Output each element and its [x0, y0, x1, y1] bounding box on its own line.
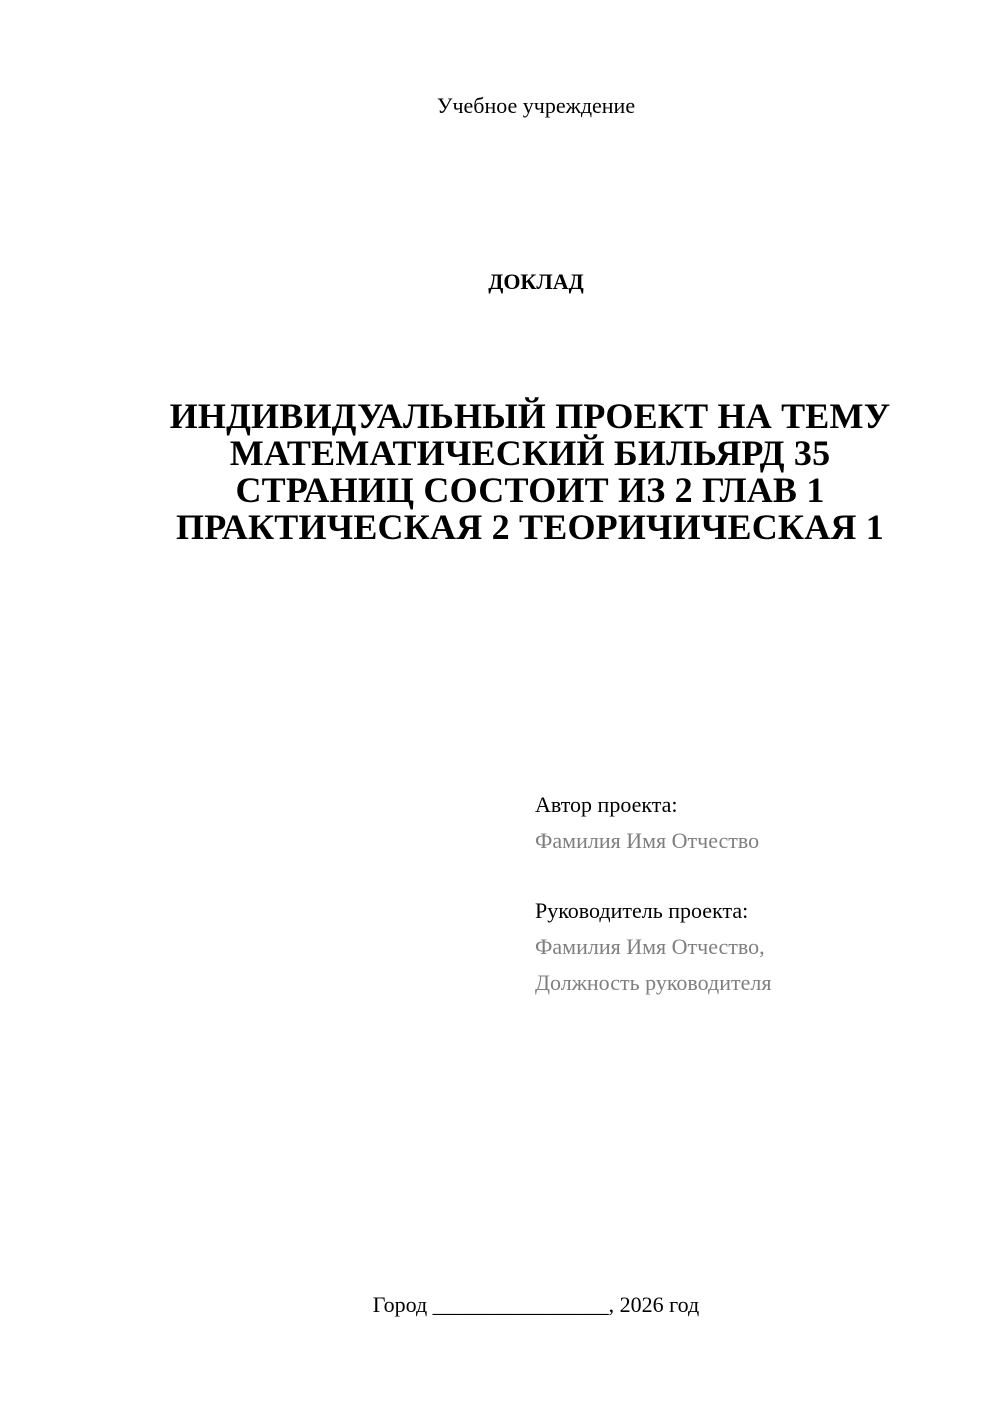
document-type: ДОКЛАД — [488, 269, 584, 294]
author-name: Фамилия Имя Отчество — [535, 828, 760, 853]
title-line-1: ИНДИВИДУАЛЬНЫЙ ПРОЕКТ НА ТЕМУ — [169, 396, 891, 436]
title-line-3: СТРАНИЦ СОСТОИТ ИЗ 2 ГЛАВ 1 — [235, 470, 825, 510]
title-line-4: ПРАКТИЧЕСКАЯ 2 ТЕОРИЧИЧЕСКАЯ 1 — [176, 507, 884, 547]
author-label: Автор проекта: — [535, 792, 678, 817]
document-title — [130, 398, 930, 546]
author-block — [535, 787, 955, 859]
city-year-line: Город ________________, 2026 год — [372, 1292, 700, 1317]
institution-name: Учебное учреждение — [436, 93, 636, 118]
title-line-2: МАТЕМАТИЧЕСКИЙ БИЛЬЯРД 35 — [229, 433, 831, 473]
supervisor-label: Руководитель проекта: — [535, 898, 749, 923]
supervisor-position: Должность руководителя — [535, 970, 772, 995]
supervisor-block — [535, 893, 955, 1001]
supervisor-name: Фамилия Имя Отчество, — [535, 934, 765, 959]
